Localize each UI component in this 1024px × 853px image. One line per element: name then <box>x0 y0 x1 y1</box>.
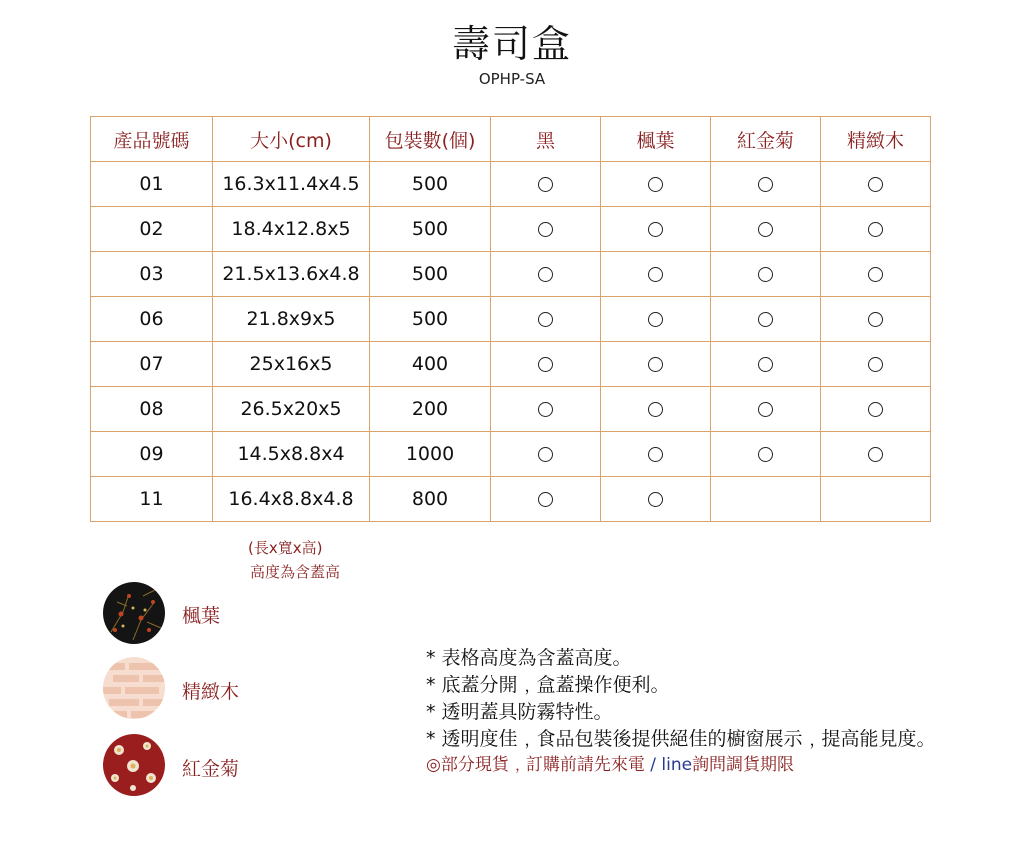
available-circle-icon <box>538 357 553 372</box>
cell-avail-maple <box>601 477 711 522</box>
cell-size: 21.5x13.6x4.8 <box>213 252 370 297</box>
cell-pack-qty: 800 <box>370 477 491 522</box>
header-pack-qty: 包裝數(個) <box>370 117 491 162</box>
cell-size: 14.5x8.8x4 <box>213 432 370 477</box>
available-circle-icon <box>538 312 553 327</box>
cell-avail-chrysanthemum <box>711 387 821 432</box>
available-circle-icon <box>758 402 773 417</box>
product-code: OPHP-SA <box>478 70 546 88</box>
spec-table <box>90 116 931 522</box>
cell-avail-black <box>491 162 601 207</box>
maple-pattern-swatch <box>103 582 165 644</box>
cell-size: 21.8x9x5 <box>213 297 370 342</box>
available-circle-icon <box>868 357 883 372</box>
header-black: 黑 <box>491 117 601 162</box>
cell-avail-black <box>491 432 601 477</box>
cell-product-no: 07 <box>91 342 213 387</box>
table-row <box>91 342 931 387</box>
maple-swatch-label: 楓葉 <box>182 605 221 627</box>
available-circle-icon <box>648 357 663 372</box>
cell-avail-wood <box>821 477 931 522</box>
available-circle-icon <box>648 402 663 417</box>
table-row <box>91 162 931 207</box>
cell-pack-qty: 200 <box>370 387 491 432</box>
available-circle-icon <box>868 267 883 282</box>
height-note: 高度為含蓋高 <box>250 563 341 581</box>
available-circle-icon <box>758 267 773 282</box>
cell-product-no: 09 <box>91 432 213 477</box>
available-circle-icon <box>538 492 553 507</box>
page-title: 壽司盒 <box>451 22 572 66</box>
cell-avail-black <box>491 387 601 432</box>
header-maple: 楓葉 <box>601 117 711 162</box>
cell-pack-qty: 500 <box>370 162 491 207</box>
available-circle-icon <box>868 222 883 237</box>
cell-avail-chrysanthemum <box>711 342 821 387</box>
cell-avail-wood <box>821 432 931 477</box>
feature-list <box>426 645 936 778</box>
available-circle-icon <box>538 447 553 462</box>
cell-avail-wood <box>821 387 931 432</box>
cell-pack-qty: 500 <box>370 297 491 342</box>
available-circle-icon <box>758 357 773 372</box>
cell-avail-wood <box>821 252 931 297</box>
available-circle-icon <box>648 222 663 237</box>
cell-pack-qty: 1000 <box>370 432 491 477</box>
available-circle-icon <box>648 267 663 282</box>
cell-size: 16.3x11.4x4.5 <box>213 162 370 207</box>
cell-avail-wood <box>821 297 931 342</box>
available-circle-icon <box>538 222 553 237</box>
table-row <box>91 477 931 522</box>
available-circle-icon <box>538 177 553 192</box>
cell-size: 25x16x5 <box>213 342 370 387</box>
available-circle-icon <box>648 447 663 462</box>
cell-avail-maple <box>601 162 711 207</box>
cell-product-no: 08 <box>91 387 213 432</box>
stock-note-suffix: 詢問調貨期限 <box>692 755 795 775</box>
available-circle-icon <box>648 312 663 327</box>
cell-avail-maple <box>601 432 711 477</box>
header-wood: 精緻木 <box>821 117 931 162</box>
available-circle-icon <box>648 492 663 507</box>
cell-avail-chrysanthemum <box>711 477 821 522</box>
cell-size: 18.4x12.8x5 <box>213 207 370 252</box>
cell-avail-maple <box>601 252 711 297</box>
available-circle-icon <box>868 312 883 327</box>
cell-avail-black <box>491 297 601 342</box>
available-circle-icon <box>758 177 773 192</box>
chrysanthemum-pattern-swatch <box>103 734 165 796</box>
stock-note-prefix: ◎部分現貨﹐訂購前請先來電 <box>426 755 651 775</box>
available-circle-icon <box>538 267 553 282</box>
cell-avail-maple <box>601 297 711 342</box>
available-circle-icon <box>868 402 883 417</box>
table-row <box>91 207 931 252</box>
cell-pack-qty: 500 <box>370 252 491 297</box>
stock-note <box>426 753 936 778</box>
cell-avail-wood <box>821 342 931 387</box>
cell-product-no: 02 <box>91 207 213 252</box>
cell-avail-black <box>491 207 601 252</box>
table-row <box>91 387 931 432</box>
line-contact-text: / line <box>650 755 693 775</box>
available-circle-icon <box>758 447 773 462</box>
cell-avail-maple <box>601 342 711 387</box>
cell-pack-qty: 500 <box>370 207 491 252</box>
cell-avail-black <box>491 477 601 522</box>
available-circle-icon <box>758 222 773 237</box>
table-header-row <box>91 117 931 162</box>
cell-size: 16.4x8.8x4.8 <box>213 477 370 522</box>
wood-swatch-label: 精緻木 <box>182 681 240 703</box>
cell-avail-maple <box>601 207 711 252</box>
cell-avail-wood <box>821 162 931 207</box>
cell-avail-black <box>491 342 601 387</box>
cell-avail-chrysanthemum <box>711 297 821 342</box>
header-size: 大小(cm) <box>213 117 370 162</box>
cell-size: 26.5x20x5 <box>213 387 370 432</box>
cell-pack-qty: 400 <box>370 342 491 387</box>
feature-item: * 透明度佳﹐食品包裝後提供絕佳的櫥窗展示﹐提高能見度。 <box>426 728 936 750</box>
cell-avail-chrysanthemum <box>711 207 821 252</box>
cell-avail-chrysanthemum <box>711 252 821 297</box>
header-product-no: 產品號碼 <box>91 117 213 162</box>
cell-avail-chrysanthemum <box>711 432 821 477</box>
available-circle-icon <box>758 312 773 327</box>
chrysanthemum-swatch-label: 紅金菊 <box>182 758 240 780</box>
cell-avail-black <box>491 252 601 297</box>
available-circle-icon <box>868 447 883 462</box>
available-circle-icon <box>648 177 663 192</box>
cell-avail-wood <box>821 207 931 252</box>
table-row <box>91 432 931 477</box>
cell-product-no: 11 <box>91 477 213 522</box>
size-format-note: (長x寬x高) <box>248 539 323 557</box>
feature-item: * 透明蓋具防霧特性。 <box>426 701 613 723</box>
cell-product-no: 01 <box>91 162 213 207</box>
cell-product-no: 06 <box>91 297 213 342</box>
cell-avail-maple <box>601 387 711 432</box>
available-circle-icon <box>868 177 883 192</box>
wood-pattern-swatch <box>103 657 165 719</box>
feature-item: * 表格高度為含蓋高度。 <box>426 647 632 669</box>
cell-product-no: 03 <box>91 252 213 297</box>
available-circle-icon <box>538 402 553 417</box>
cell-avail-chrysanthemum <box>711 162 821 207</box>
feature-item: * 底蓋分開﹐盒蓋操作便利。 <box>426 674 670 696</box>
table-row <box>91 297 931 342</box>
table-row <box>91 252 931 297</box>
header-chrysanthemum: 紅金菊 <box>711 117 821 162</box>
